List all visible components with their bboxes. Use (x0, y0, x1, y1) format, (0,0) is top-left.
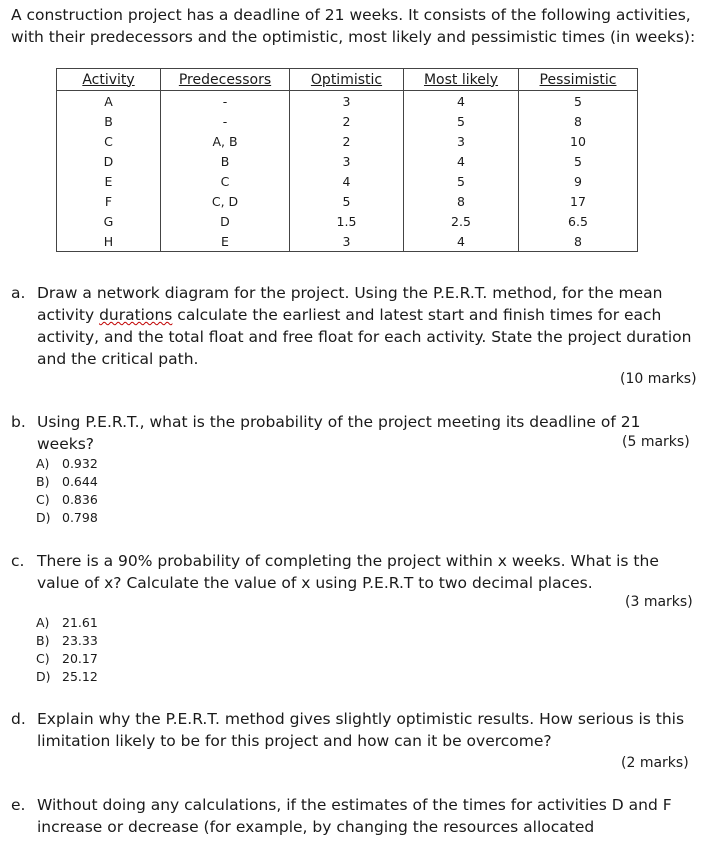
header-pessimistic: Pessimistic (519, 69, 638, 91)
question-c-text: There is a 90% probability of completing the project within x weeks. What is the value of x? Calculate the value of x using P.E.R.T to two decimal places. (37, 552, 659, 592)
option-b-c: C) 0.836 (36, 492, 98, 507)
cell-optimistic: 2 (290, 111, 404, 131)
question-b (11, 411, 701, 455)
question-e-label: e. (11, 796, 26, 814)
cell-most-likely: 4 (404, 91, 519, 112)
cell-activity: B (57, 111, 161, 131)
question-b-options (36, 455, 98, 527)
cell-most-likely: 4 (404, 231, 519, 252)
question-b-label: b. (11, 413, 26, 431)
option-b-d: D) 0.798 (36, 510, 98, 525)
cell-activity: A (57, 91, 161, 112)
cell-predecessors: A, B (161, 131, 290, 151)
question-a-label: a. (11, 284, 26, 302)
cell-pessimistic: 5 (519, 151, 638, 171)
cell-pessimistic: 5 (519, 91, 638, 112)
question-e-text: Without doing any calculations, if the estimates of the times for activities D and F increase or decrease (for example, by changing the resources allocated (37, 796, 672, 836)
question-d (11, 708, 701, 752)
question-a (11, 282, 701, 370)
cell-pessimistic: 10 (519, 131, 638, 151)
cell-predecessors: E (161, 231, 290, 252)
cell-pessimistic: 6.5 (519, 211, 638, 231)
cell-most-likely: 2.5 (404, 211, 519, 231)
cell-optimistic: 3 (290, 151, 404, 171)
question-b-marks: (5 marks) (622, 434, 690, 450)
table-row (57, 111, 638, 131)
question-d-label: d. (11, 710, 26, 728)
header-optimistic: Optimistic (290, 69, 404, 91)
cell-most-likely: 5 (404, 171, 519, 191)
option-c-d: D) 25.12 (36, 669, 98, 684)
cell-pessimistic: 9 (519, 171, 638, 191)
cell-optimistic: 3 (290, 91, 404, 112)
table-row (57, 191, 638, 211)
table-row (57, 151, 638, 171)
question-b-text: Using P.E.R.T., what is the probability of the project meeting its deadline of 21 weeks? (37, 413, 641, 453)
option-c-c: C) 20.17 (36, 651, 98, 666)
table-row (57, 171, 638, 191)
cell-pessimistic: 8 (519, 231, 638, 252)
cell-pessimistic: 8 (519, 111, 638, 131)
cell-most-likely: 3 (404, 131, 519, 151)
cell-predecessors: C (161, 171, 290, 191)
cell-optimistic: 1.5 (290, 211, 404, 231)
spellcheck-underlined-word: durations (99, 306, 173, 324)
table-row (57, 211, 638, 231)
header-activity: Activity (57, 69, 161, 91)
activity-table (56, 68, 638, 252)
question-d-marks: (2 marks) (621, 755, 689, 771)
cell-activity: E (57, 171, 161, 191)
option-c-a: A) 21.61 (36, 615, 98, 630)
option-b-a: A) 0.932 (36, 456, 98, 471)
table-row (57, 91, 638, 112)
cell-activity: F (57, 191, 161, 211)
question-a-text: Draw a network diagram for the project. Using the P.E.R.T. method, for the mean activity durations calculate the earliest and latest start and finish times for each activity, and the total float and free float for each activity. State the project duration and the critical path. (37, 284, 692, 368)
table-row (57, 231, 638, 252)
intro-text: A construction project has a deadline of 21 weeks. It consists of the following activities, with their predecessors and the optimistic, most likely and pessimistic times (in weeks): (11, 6, 696, 46)
question-c-options (36, 614, 98, 686)
question-a-marks: (10 marks) (620, 371, 697, 387)
cell-predecessors: - (161, 111, 290, 131)
cell-activity: G (57, 211, 161, 231)
cell-optimistic: 4 (290, 171, 404, 191)
option-c-b: B) 23.33 (36, 633, 98, 648)
question-c (11, 550, 701, 594)
cell-predecessors: - (161, 91, 290, 112)
cell-optimistic: 3 (290, 231, 404, 252)
cell-activity: H (57, 231, 161, 252)
header-most-likely: Most likely (404, 69, 519, 91)
question-d-text: Explain why the P.E.R.T. method gives slightly optimistic results. How serious is this limitation likely to be for this project and how can it be overcome? (37, 710, 685, 750)
table-body (57, 91, 638, 252)
cell-most-likely: 8 (404, 191, 519, 211)
header-predecessors: Predecessors (161, 69, 290, 91)
cell-optimistic: 5 (290, 191, 404, 211)
cell-predecessors: D (161, 211, 290, 231)
question-c-label: c. (11, 552, 25, 570)
cell-predecessors: C, D (161, 191, 290, 211)
cell-activity: D (57, 151, 161, 171)
cell-most-likely: 5 (404, 111, 519, 131)
cell-most-likely: 4 (404, 151, 519, 171)
table-row (57, 131, 638, 151)
cell-optimistic: 2 (290, 131, 404, 151)
table-header-row (57, 69, 638, 91)
cell-predecessors: B (161, 151, 290, 171)
option-b-b: B) 0.644 (36, 474, 98, 489)
question-e (11, 794, 701, 838)
cell-activity: C (57, 131, 161, 151)
question-c-marks: (3 marks) (625, 594, 693, 610)
cell-pessimistic: 17 (519, 191, 638, 211)
